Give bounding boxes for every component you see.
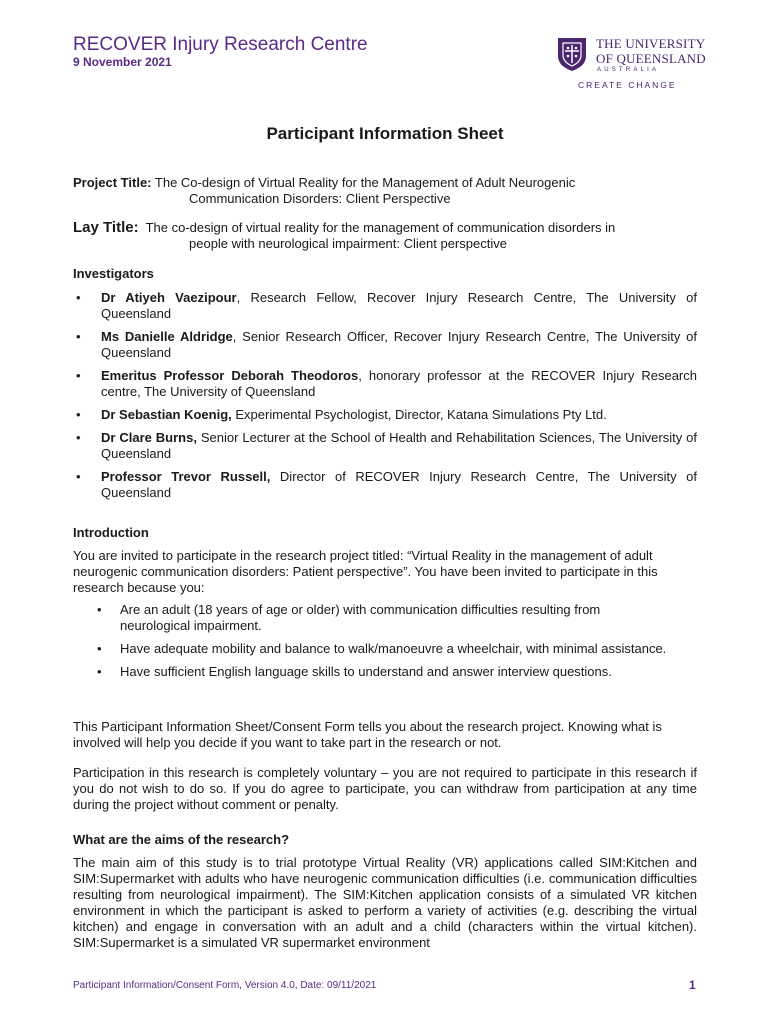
project-title-label: Project Title: xyxy=(73,175,152,190)
eligibility-item: • Are an adult (18 years of age or older) with communication difficulties resulting from neurological impairment. xyxy=(73,602,673,634)
uq-logo xyxy=(556,36,706,92)
investigator-name: Dr Sebastian Koenig, xyxy=(101,407,232,422)
voluntary-paragraph: Participation in this research is completely voluntary – you are not required to participate in this research if you do not wish to do so. If you do agree to participate, you can withdraw from participation at any time during the project without comment or penalty. xyxy=(73,765,697,812)
investigator-desc: Experimental Psychologist, Director, Katana Simulations Pty Ltd. xyxy=(231,407,607,422)
eligibility-item: • Have adequate mobility and balance to walk/manoeuvre a wheelchair, with minimal assistance. xyxy=(73,641,673,657)
investigator-name: Dr Clare Burns, xyxy=(101,430,197,445)
investigator-name: Emeritus Professor Deborah Theodoros xyxy=(101,368,359,383)
aims-text: The main aim of this study is to trial prototype Virtual Reality (VR) applications called SIM:Kitchen and SIM:Supermarket with adults who have neurogenic communication difficulties (i.e. communication difficulties resulting from neurological impairment). The SIM:Kitchen application consists of a simulated VR kitchen environment in which the participant is asked to perform a variety of activities (e.g. describing the virtual kitchen) and engage in conversation with an adult and a child (characters within the virtual kitchen). SIM:Supermarket is a simulated VR supermarket environment xyxy=(73,855,697,950)
investigator-name: Ms Danielle Aldridge xyxy=(101,329,233,344)
introduction-text: You are invited to participate in the research project titled: “Virtual Reality in the management of adult neurogenic communication disorders: Patient perspective”. You have been invited to participate in this research because you: xyxy=(73,548,658,595)
document-date: 9 November 2021 xyxy=(73,55,172,69)
investigator-name: Professor Trevor Russell, xyxy=(101,469,271,484)
lay-title-line2: people with neurological impairment: Client perspective xyxy=(189,236,507,251)
logo-line1: THE UNIVERSITY xyxy=(596,36,706,51)
page-title: Participant Information Sheet xyxy=(266,124,504,143)
eligibility-list xyxy=(73,602,673,687)
investigators-heading: Investigators xyxy=(73,266,154,281)
logo-country: AUSTRALIA xyxy=(597,67,660,73)
footer-text: Participant Information/Consent Form, Version 4.0, Date: 09/11/2021 xyxy=(73,980,377,991)
project-title-line1: The Co-design of Virtual Reality for the Management of Adult Neurogenic xyxy=(154,175,576,190)
aims-heading: What are the aims of the research? xyxy=(73,832,290,847)
project-title xyxy=(73,175,673,207)
investigator-desc: , Senior Research Officer, Recover Injury Research Centre, The University of Queensland xyxy=(101,329,697,360)
investigator-item xyxy=(73,430,697,462)
investigator-desc: , honorary professor at the RECOVER Injury Research centre, The University of Queensland xyxy=(101,368,697,399)
investigator-desc: Director of RECOVER Injury Research Centre, The University of Queensland xyxy=(101,469,697,500)
investigator-item xyxy=(73,290,697,322)
eligibility-item: • Have sufficient English language skills to understand and answer interview questions. xyxy=(73,664,673,680)
logo-tagline: CREATE CHANGE xyxy=(578,80,677,90)
centre-name: RECOVER Injury Research Centre xyxy=(73,34,368,55)
consent-info-paragraph: This Participant Information Sheet/Consent Form tells you about the research project. Knowing what is involved will help you decide if you want to take part in the research or not. xyxy=(73,719,662,750)
logo-line2: OF QUEENSLAND xyxy=(596,51,706,66)
investigator-desc: , Research Fellow, Recover Injury Research Centre, The University of Queensland xyxy=(101,290,697,321)
lay-title-line1: The co-design of virtual reality for the management of communication disorders in xyxy=(145,220,616,235)
investigator-item xyxy=(73,368,697,400)
investigator-item xyxy=(73,469,697,501)
lay-title xyxy=(73,220,693,252)
uq-crest-icon xyxy=(556,36,588,72)
investigator-item xyxy=(73,329,697,361)
investigators-list xyxy=(73,290,697,508)
investigator-desc: Senior Lecturer at the School of Health and Rehabilitation Sciences, The University of Queensland xyxy=(101,430,697,461)
investigator-item xyxy=(73,407,697,423)
page-number: 1 xyxy=(689,978,696,992)
lay-title-label: Lay Title: xyxy=(73,219,139,236)
investigator-name: Dr Atiyeh Vaezipour xyxy=(101,290,237,305)
introduction-heading: Introduction xyxy=(73,525,149,540)
project-title-line2: Communication Disorders: Client Perspective xyxy=(189,191,451,206)
